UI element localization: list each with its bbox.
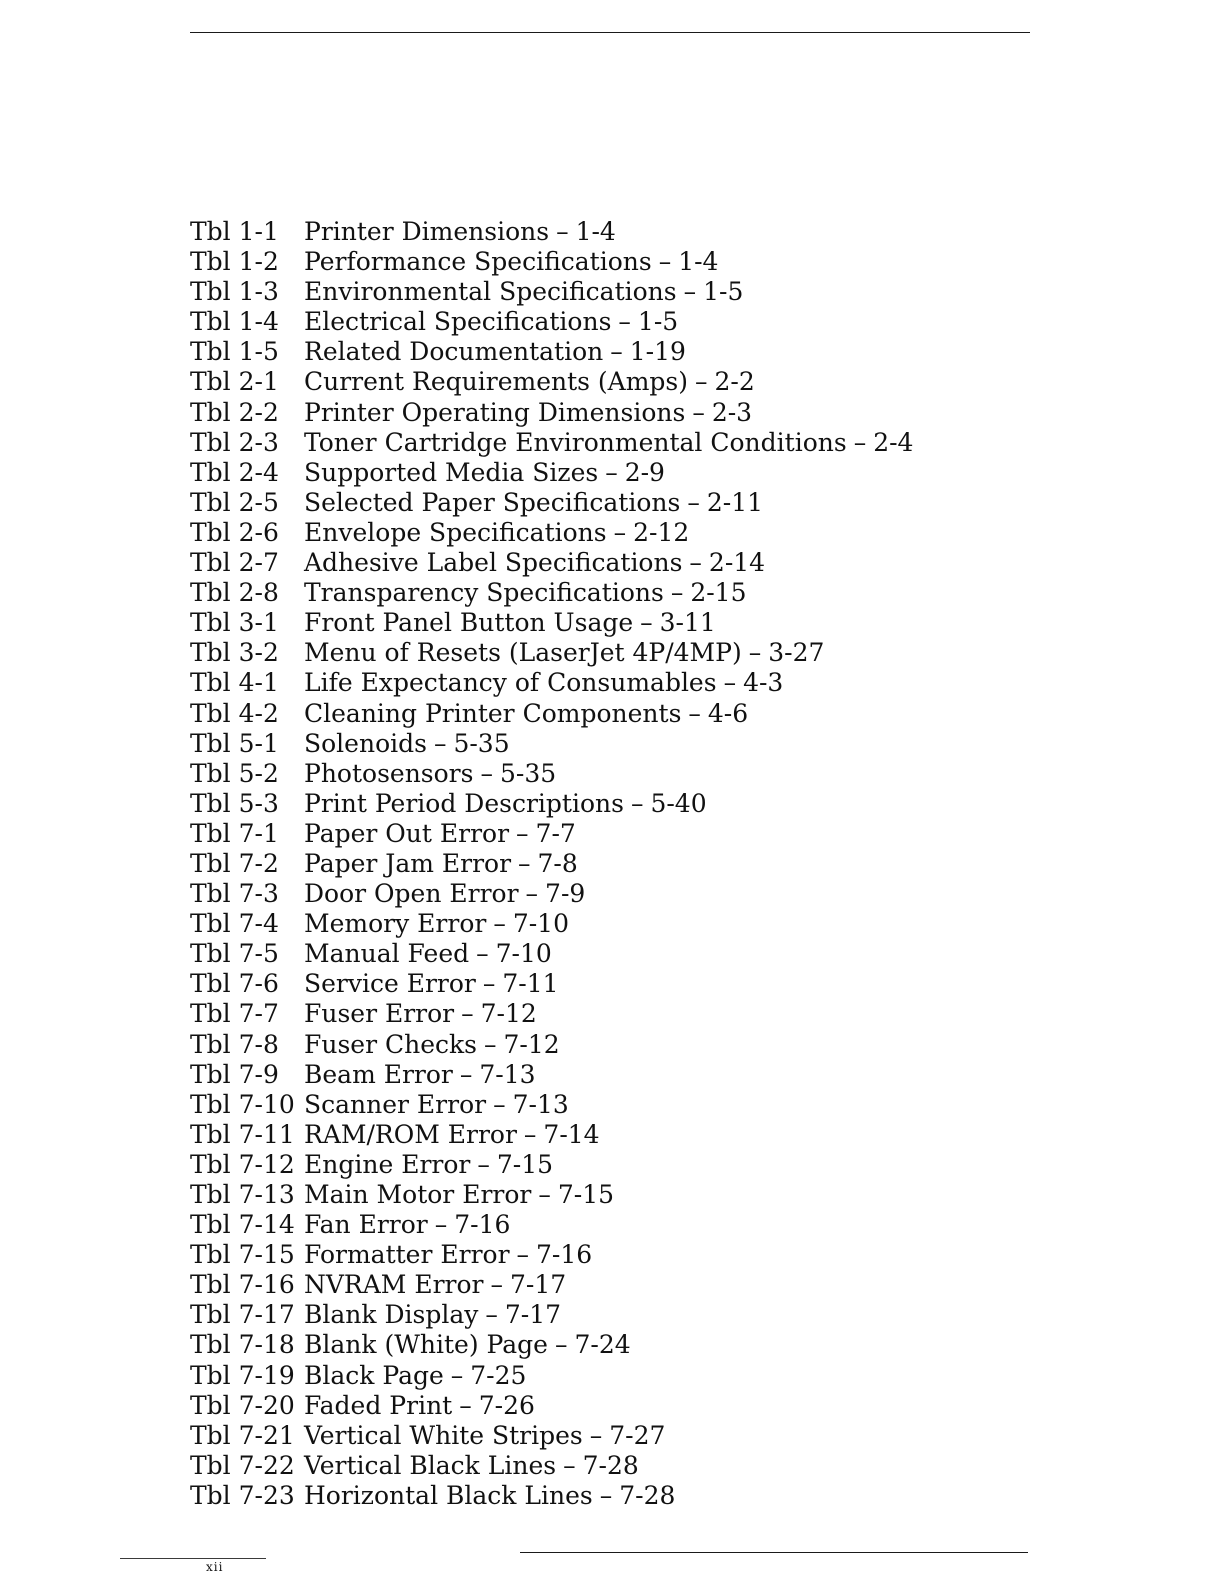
- page-reference: 7-28: [582, 1450, 639, 1480]
- table-number: Tbl 1-4: [190, 307, 279, 337]
- dash-separator: –: [599, 1480, 613, 1510]
- page-reference: 2-15: [690, 578, 747, 608]
- list-item: [190, 1150, 1090, 1180]
- table-title: Fuser Error: [304, 999, 455, 1029]
- table-title: RAM/ROM Error: [304, 1119, 517, 1149]
- page-reference: 5-40: [650, 788, 707, 818]
- table-title: Paper Out Error: [304, 818, 510, 848]
- dash-separator: –: [695, 367, 708, 397]
- dash-separator: –: [459, 1059, 473, 1089]
- list-item: [190, 1330, 1090, 1360]
- list-item: [190, 217, 1090, 247]
- table-title: Environmental Specifications: [304, 277, 677, 307]
- table-number: Tbl 1-1: [190, 217, 279, 246]
- dash-separator: –: [723, 668, 737, 698]
- list-item: [190, 939, 1090, 969]
- table-title: Printer Operating Dimensions: [304, 397, 686, 427]
- page-reference: 7-9: [545, 879, 586, 909]
- page-reference: 7-11: [502, 969, 559, 999]
- table-title: Fan Error: [304, 1210, 428, 1240]
- dash-separator: –: [490, 1270, 504, 1300]
- page-reference: 1-4: [678, 247, 719, 277]
- table-number: Tbl 1-2: [190, 247, 279, 277]
- page-reference: 2-9: [624, 457, 665, 487]
- table-title: Faded Print: [304, 1390, 453, 1420]
- table-number: Tbl 2-8: [190, 578, 279, 608]
- table-number: Tbl 1-3: [190, 277, 279, 307]
- dash-separator: –: [483, 1029, 497, 1059]
- table-title: Vertical White Stripes: [304, 1420, 583, 1450]
- dash-separator: –: [563, 1450, 576, 1480]
- table-title: Front Panel Button Usage: [304, 608, 634, 638]
- list-item: [190, 819, 1090, 849]
- page-reference: 7-8: [537, 848, 578, 878]
- dash-separator: –: [630, 788, 644, 818]
- page-reference: 1-5: [703, 277, 744, 307]
- page-reference: 7-25: [470, 1360, 527, 1390]
- table-title: Electrical Specifications: [304, 307, 612, 337]
- table-title: Formatter Error: [304, 1240, 510, 1270]
- page-reference: 2-4: [873, 427, 914, 457]
- dash-separator: –: [476, 939, 489, 969]
- table-number: Tbl 3-2: [190, 638, 279, 668]
- list-item: [190, 337, 1090, 367]
- list-item: [190, 999, 1090, 1029]
- table-title: Printer Dimensions: [304, 217, 550, 246]
- list-item: [190, 1210, 1090, 1240]
- table-number: Tbl 5-2: [190, 758, 279, 788]
- dash-separator: –: [605, 457, 618, 487]
- list-item: [190, 789, 1090, 819]
- bottom-rule-left: [120, 1558, 266, 1559]
- dash-separator: –: [433, 728, 447, 758]
- table-number: Tbl 7-6: [190, 969, 279, 999]
- page-reference: 3-11: [659, 608, 716, 638]
- dash-separator: –: [554, 1330, 568, 1360]
- table-number: Tbl 7-23: [190, 1480, 295, 1510]
- table-number: Tbl 7-8: [190, 1029, 279, 1059]
- bottom-rule-right: [520, 1552, 1028, 1553]
- list-item: [190, 969, 1090, 999]
- dash-separator: –: [477, 1149, 490, 1179]
- page-reference: 4-3: [743, 668, 784, 698]
- list-item: [190, 608, 1090, 638]
- table-number: Tbl 7-19: [190, 1360, 295, 1390]
- table-title: Blank Display: [304, 1300, 479, 1330]
- table-title: Cleaning Printer Components: [304, 698, 682, 728]
- dash-separator: –: [459, 1390, 472, 1420]
- dash-separator: –: [853, 427, 867, 457]
- list-item: [190, 367, 1090, 397]
- table-number: Tbl 2-3: [190, 427, 279, 457]
- list-item: [190, 699, 1090, 729]
- table-title: Solenoids: [304, 728, 427, 758]
- page-reference: 1-19: [629, 337, 686, 367]
- dash-separator: –: [516, 818, 529, 848]
- table-number: Tbl 3-1: [190, 608, 279, 638]
- list-item: [190, 1090, 1090, 1120]
- dash-separator: –: [516, 1240, 530, 1270]
- page-reference: 7-12: [480, 999, 537, 1029]
- list-item: [190, 849, 1090, 879]
- table-number: Tbl 2-6: [190, 517, 279, 547]
- dash-separator: –: [493, 1089, 506, 1119]
- table-title: Selected Paper Specifications: [304, 487, 681, 517]
- list-item: [190, 1030, 1090, 1060]
- table-title: Vertical Black Lines: [304, 1450, 557, 1480]
- list-item: [190, 729, 1090, 759]
- table-title: Photosensors: [304, 758, 474, 788]
- table-title: Memory Error: [304, 909, 487, 939]
- list-item: [190, 307, 1090, 337]
- table-title: Current Requirements (Amps): [304, 367, 689, 397]
- list-of-tables: [190, 217, 1090, 1511]
- table-number: Tbl 7-10: [190, 1089, 295, 1119]
- page-reference: 4-6: [707, 698, 749, 728]
- list-item: [190, 1391, 1090, 1421]
- page-number: xii: [206, 1560, 224, 1574]
- dash-separator: –: [689, 548, 702, 578]
- table-number: Tbl 7-20: [190, 1390, 295, 1420]
- list-item: [190, 1270, 1090, 1300]
- table-title: Life Expectancy of Consumables: [304, 668, 717, 698]
- table-title: Beam Error: [304, 1059, 453, 1089]
- page-reference: 7-26: [478, 1390, 535, 1420]
- dash-separator: –: [683, 277, 697, 307]
- table-number: Tbl 7-7: [190, 999, 279, 1029]
- dash-separator: –: [640, 608, 653, 638]
- list-item: [190, 548, 1090, 578]
- dash-separator: –: [480, 758, 493, 788]
- page-reference: 1-5: [637, 307, 679, 337]
- dash-separator: –: [556, 217, 569, 246]
- dash-separator: –: [518, 848, 531, 878]
- table-number: Tbl 7-16: [190, 1270, 295, 1300]
- dash-separator: –: [670, 578, 684, 608]
- page-reference: 2-14: [708, 548, 766, 578]
- table-title: Main Motor Error: [304, 1180, 532, 1209]
- list-item: [190, 1180, 1090, 1210]
- list-item: [190, 1240, 1090, 1270]
- page-reference: 7-13: [479, 1059, 536, 1089]
- dash-separator: –: [523, 1119, 537, 1149]
- page-reference: 5-35: [499, 758, 557, 788]
- dash-separator: –: [493, 909, 506, 939]
- top-rule: [190, 32, 1030, 33]
- table-title: Service Error: [304, 969, 476, 999]
- table-number: Tbl 5-3: [190, 788, 279, 818]
- list-item: [190, 428, 1090, 458]
- table-title: Toner Cartridge Environmental Conditions: [304, 427, 847, 457]
- table-number: Tbl 2-7: [190, 548, 279, 578]
- list-item: [190, 578, 1090, 608]
- table-title: Related Documentation: [304, 337, 604, 367]
- list-item: [190, 909, 1090, 939]
- page-reference: 1-4: [575, 217, 616, 246]
- dash-separator: –: [485, 1300, 498, 1330]
- page-reference: 2-12: [633, 517, 690, 547]
- list-item: [190, 759, 1090, 789]
- table-title: Blank (White) Page: [304, 1330, 548, 1360]
- list-item: [190, 1481, 1090, 1511]
- page-reference: 5-35: [453, 728, 510, 758]
- page-reference: 3-27: [768, 638, 825, 668]
- page-reference: 7-14: [543, 1119, 600, 1149]
- table-number: Tbl 7-3: [190, 879, 279, 909]
- page-reference: 7-15: [496, 1149, 554, 1179]
- table-title: Engine Error: [304, 1149, 471, 1179]
- table-number: Tbl 7-21: [190, 1420, 295, 1450]
- table-number: Tbl 7-2: [190, 848, 279, 878]
- list-item: [190, 247, 1090, 277]
- table-number: Tbl 7-4: [190, 909, 279, 939]
- table-number: Tbl 7-13: [190, 1180, 295, 1209]
- page-reference: 7-12: [503, 1029, 560, 1059]
- list-item: [190, 398, 1090, 428]
- table-number: Tbl 7-14: [190, 1210, 295, 1240]
- page-reference: 7-17: [504, 1300, 562, 1330]
- list-item: [190, 458, 1090, 488]
- table-title: Door Open Error: [304, 879, 519, 909]
- page-reference: 7-28: [619, 1480, 676, 1510]
- dash-separator: –: [688, 698, 701, 728]
- dash-separator: –: [618, 307, 631, 337]
- page-reference: 7-27: [609, 1420, 666, 1450]
- table-title: Horizontal Black Lines: [304, 1480, 593, 1510]
- page-reference: 2-2: [714, 367, 755, 397]
- dash-separator: –: [434, 1210, 448, 1240]
- table-title: Manual Feed: [304, 939, 470, 969]
- table-title: Performance Specifications: [304, 247, 652, 277]
- table-title: Menu of Resets (LaserJet 4P/4MP): [304, 638, 742, 668]
- list-item: [190, 1060, 1090, 1090]
- table-number: Tbl 7-1: [190, 818, 279, 848]
- list-item: [190, 1300, 1090, 1330]
- page-reference: 7-24: [574, 1330, 631, 1360]
- page-reference: 2-11: [706, 487, 764, 517]
- list-item: [190, 1361, 1090, 1391]
- dash-separator: –: [525, 879, 539, 909]
- table-number: Tbl 7-9: [190, 1059, 279, 1089]
- dash-separator: –: [482, 969, 496, 999]
- list-item: [190, 1451, 1090, 1481]
- table-title: Envelope Specifications: [304, 517, 607, 547]
- table-number: Tbl 7-15: [190, 1240, 295, 1270]
- table-number: Tbl 7-11: [190, 1119, 295, 1149]
- page-reference: 2-3: [711, 397, 753, 427]
- dash-separator: –: [450, 1360, 464, 1390]
- list-item: [190, 518, 1090, 548]
- table-number: Tbl 5-1: [190, 728, 279, 758]
- list-item: [190, 1421, 1090, 1451]
- table-title: Black Page: [304, 1360, 444, 1390]
- dash-separator: –: [589, 1420, 603, 1450]
- list-item: [190, 638, 1090, 668]
- table-number: Tbl 7-12: [190, 1149, 295, 1179]
- table-title: Transparency Specifications: [304, 578, 664, 608]
- list-item: [190, 277, 1090, 307]
- page-reference: 7-13: [512, 1089, 569, 1119]
- list-item: [190, 1120, 1090, 1150]
- page-reference: 7-15: [557, 1180, 615, 1209]
- table-title: Scanner Error: [304, 1089, 487, 1119]
- dash-separator: –: [461, 999, 474, 1029]
- table-title: Print Period Descriptions: [304, 788, 624, 818]
- dash-separator: –: [692, 397, 705, 427]
- table-number: Tbl 7-18: [190, 1330, 295, 1360]
- list-item: [190, 488, 1090, 518]
- table-number: Tbl 2-5: [190, 487, 279, 517]
- dash-separator: –: [538, 1180, 551, 1209]
- table-number: Tbl 2-1: [190, 367, 279, 397]
- table-title: Adhesive Label Specifications: [304, 548, 683, 578]
- table-number: Tbl 2-4: [190, 457, 279, 487]
- list-item: [190, 879, 1090, 909]
- page-reference: 7-16: [536, 1240, 593, 1270]
- table-number: Tbl 2-2: [190, 397, 279, 427]
- page-reference: 7-17: [510, 1270, 567, 1300]
- page-reference: 7-16: [454, 1210, 511, 1240]
- list-item: [190, 668, 1090, 698]
- page-reference: 7-7: [535, 818, 576, 848]
- dash-separator: –: [613, 517, 627, 547]
- table-number: Tbl 4-2: [190, 698, 279, 728]
- page-reference: 7-10: [495, 939, 552, 969]
- dash-separator: –: [687, 487, 700, 517]
- dash-separator: –: [658, 247, 672, 277]
- page-reference: 7-10: [512, 909, 569, 939]
- table-title: Supported Media Sizes: [304, 457, 599, 487]
- table-title: Paper Jam Error: [304, 848, 512, 878]
- dash-separator: –: [610, 337, 623, 367]
- table-number: Tbl 1-5: [190, 337, 279, 367]
- table-number: Tbl 4-1: [190, 668, 279, 698]
- table-number: Tbl 7-22: [190, 1450, 295, 1480]
- dash-separator: –: [748, 638, 762, 668]
- table-number: Tbl 7-17: [190, 1300, 295, 1330]
- table-title: NVRAM Error: [304, 1270, 484, 1300]
- table-title: Fuser Checks: [304, 1029, 477, 1059]
- table-number: Tbl 7-5: [190, 939, 279, 969]
